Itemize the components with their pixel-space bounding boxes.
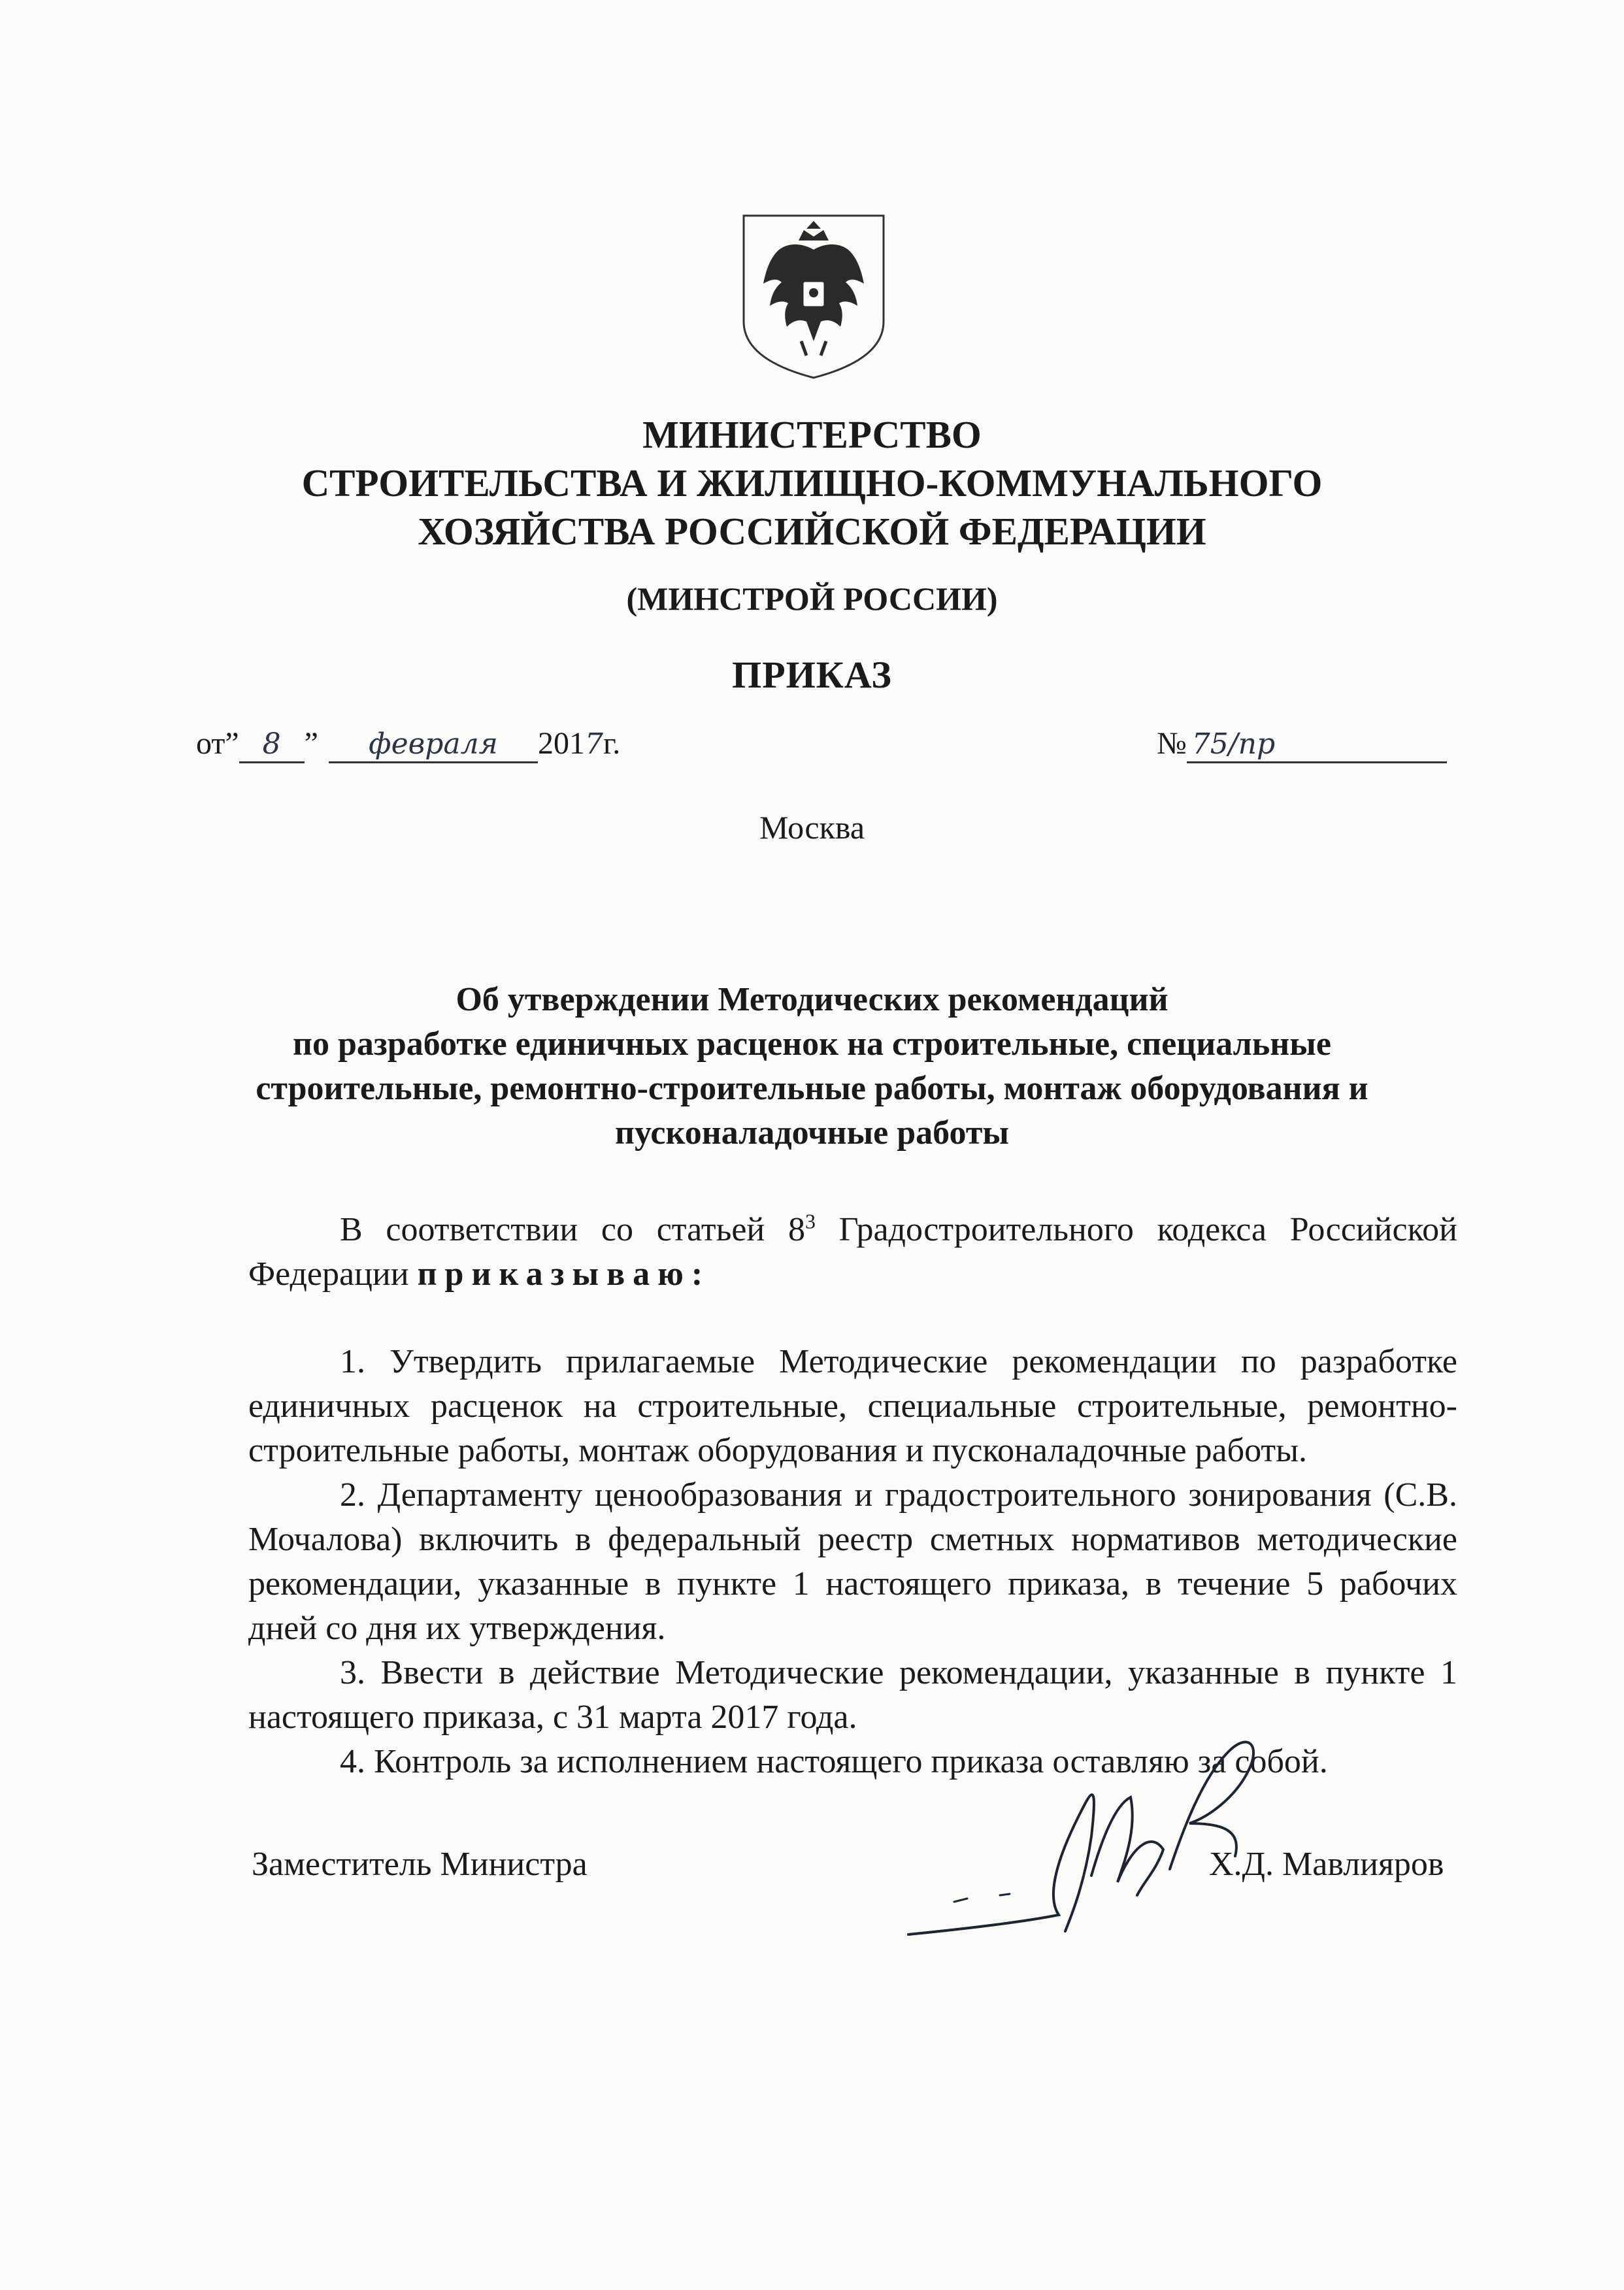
date-open-quote: ” bbox=[225, 726, 239, 761]
preamble-text-cont: Градостроительного кодекса Российской Федерации bbox=[248, 1211, 1457, 1293]
ministry-name bbox=[0, 410, 1624, 556]
year-end: г. bbox=[603, 726, 621, 761]
order-date bbox=[196, 724, 620, 764]
subject-line: строительные, ремонтно-строительные работы, монтаж оборудования и bbox=[256, 1070, 1368, 1107]
signatory-name: Х.Д. Мавлияров bbox=[1209, 1846, 1444, 1883]
order-item: 3. Ввести в действие Методические рекомендации, указанные в пункте 1 настоящего приказа, с 31 марта 2017 года. bbox=[248, 1654, 1457, 1736]
year-suffix: 7 bbox=[584, 727, 603, 761]
ministry-line: ХОЗЯЙСТВА РОССИЙСКОЙ ФЕДЕРАЦИИ bbox=[418, 510, 1206, 553]
handwritten-signature bbox=[895, 1699, 1327, 1980]
preamble bbox=[248, 1208, 1457, 1297]
preamble-text: В соответствии со статьей 8 bbox=[340, 1211, 805, 1248]
date-month: февраля bbox=[369, 727, 498, 761]
ministry-line: СТРОИТЕЛЬСТВА И ЖИЛИЩНО-КОММУНАЛЬНОГО bbox=[301, 461, 1323, 505]
coat-of-arms-icon bbox=[738, 210, 889, 383]
order-subject bbox=[0, 978, 1624, 1155]
order-item: 1. Утвердить прилагаемые Методические рекомендации по разработке единичных расценок на строительные, специальные строительные, ремонтно-строительные работы, монтаж оборудования и пусконаладочные работы. bbox=[248, 1343, 1457, 1469]
order-verb: приказываю: bbox=[417, 1255, 711, 1293]
subject-line: Об утверждении Методических рекомендаций bbox=[456, 981, 1168, 1018]
year-prefix: 201 bbox=[537, 726, 585, 761]
order-item: 2. Департаменту ценообразования и градостроительного зонирования (С.В. Мочалова) включить в федеральный реестр сметных нормативов методические рекомендации, указанные в пункте 1 настоящего приказа, в течение 5 рабочих дней со дня их утверждения. bbox=[248, 1476, 1457, 1647]
article-superscript: 3 bbox=[804, 1209, 816, 1233]
date-day: 8 bbox=[262, 727, 281, 761]
ministry-line: МИНИСТЕРСТВО bbox=[642, 413, 982, 456]
document-type: ПРИКАЗ bbox=[732, 654, 892, 696]
order-item: 4. Контроль за исполнением настоящего приказа оставляю за собой. bbox=[340, 1743, 1328, 1780]
signatory-title: Заместитель Министра bbox=[252, 1846, 588, 1883]
order-number bbox=[1157, 724, 1447, 763]
ministry-abbreviation: (МИНСТРОЙ РОССИИ) bbox=[626, 580, 998, 617]
subject-line: по разработке единичных расценок на строительные, специальные bbox=[293, 1025, 1331, 1063]
subject-line: пусконаладочные работы bbox=[615, 1114, 1009, 1152]
number-label: № bbox=[1157, 726, 1187, 761]
date-close-quote: ” bbox=[304, 726, 318, 761]
city: Москва bbox=[759, 809, 865, 846]
number-value: 75/пр bbox=[1191, 727, 1276, 761]
date-prefix: от bbox=[196, 726, 225, 761]
